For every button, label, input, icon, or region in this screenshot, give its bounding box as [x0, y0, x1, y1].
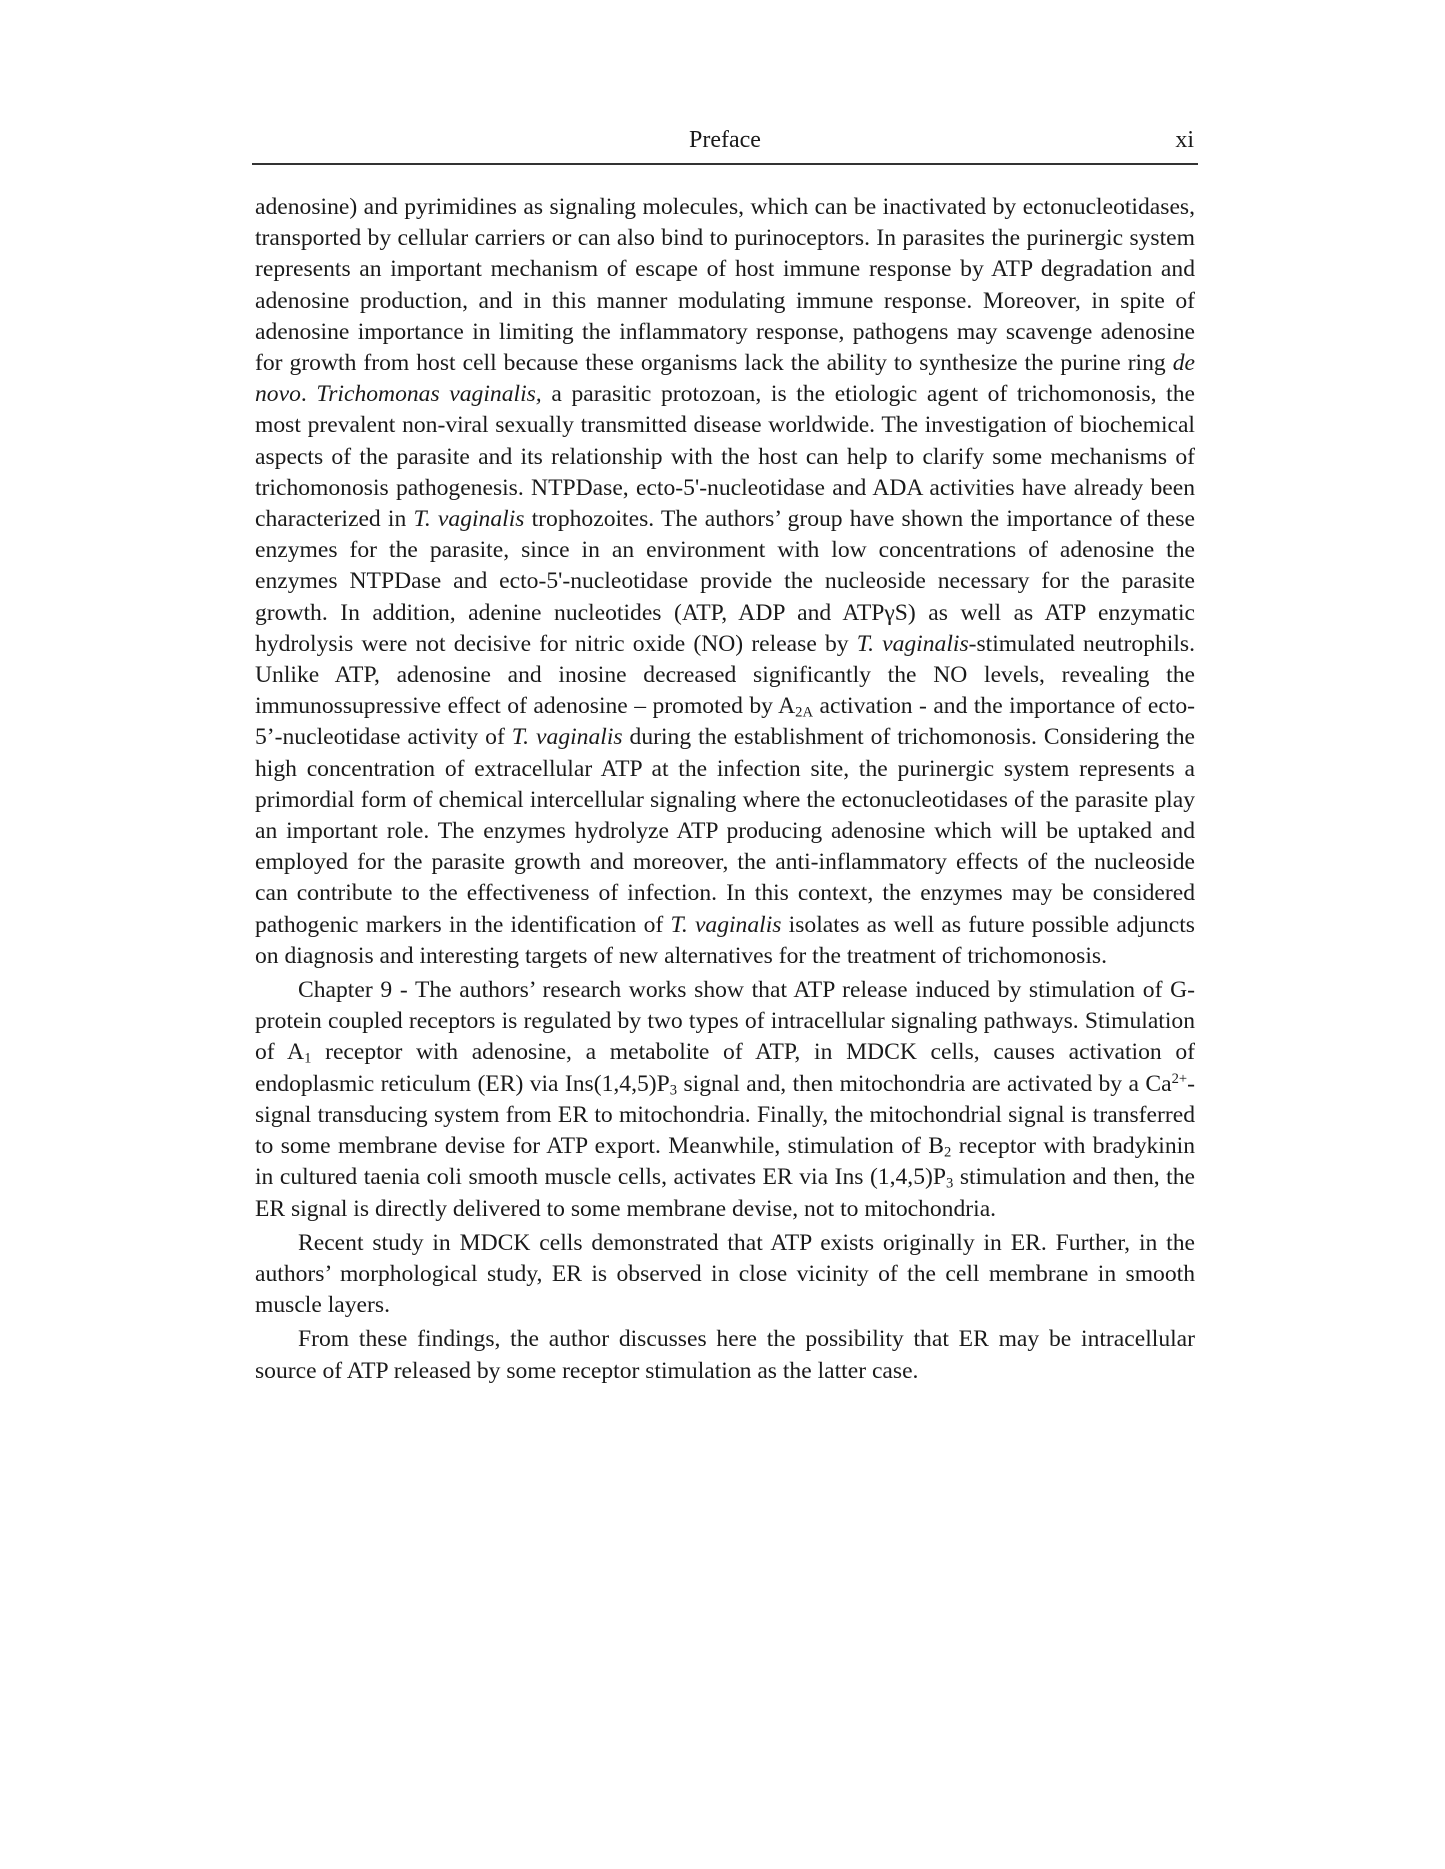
- italic-text: T. vaginalis: [670, 911, 782, 938]
- running-head: [252, 122, 1198, 158]
- superscript: 2+: [1171, 1070, 1188, 1087]
- running-head-title: Preface: [689, 127, 761, 153]
- italic-text: T. vaginalis: [511, 724, 623, 751]
- text-run: receptor with adenosine, a metabolite of ATP, in MDCK cells, causes activation of endoplasmic reticulum (ER) via Ins(1,4,5)P: [255, 1039, 1196, 1097]
- subscript: 3: [945, 1175, 954, 1192]
- paragraph-recent-study: [255, 1228, 1195, 1322]
- text-run: a parasitic protozoan, is the etiologic agent of trichomonosis, the most prevalent non-viral sexually transmitted disease worldwide. The investigation of biochemical aspects of the parasite and its relationship with the host can help to clarify some mechanisms of trichomonosis pathogenesis. NTPDase, ecto-5'-nucleotidase and ADA activities have already been characterized in: [255, 381, 1195, 533]
- italic-text: Trichomonas vaginalis,: [316, 381, 542, 408]
- text-run: stimulation and then, the ER signal is directly delivered to some membrane devise, not to mitochondria.: [255, 1164, 1195, 1222]
- subscript: 2: [944, 1144, 952, 1161]
- text-run: -stimulated neutrophils. Unlike ATP, adenosine and inosine decreased significantly the NO levels, revealing the immunossupressive effect of adenosine – promoted by A: [255, 630, 1195, 720]
- text-run: -signal transducing system from ER to mitochondria. Finally, the mitochondrial signal is transferred to some membrane devise for ATP export. Meanwhile, stimulation of B: [255, 1070, 1195, 1160]
- italic-text: T. vaginalis: [413, 506, 525, 533]
- paragraph-conclusion: [255, 1324, 1195, 1386]
- text-run: .: [300, 381, 317, 408]
- text-run: trophozoites. The authors’ group have shown the importance of these enzymes for the parasite, since in an environment with low concentrations of adenosine the enzymes NTPDase and ecto-5'-nucleotidase provide the nucleoside necessary for the parasite growth. In addition, adenine nucleotides (ATP, ADP and ATPγS) as well as ATP enzymatic hydrolysis were not decisive for nitric oxide (NO) release by: [255, 506, 1195, 657]
- italic-text: de novo: [255, 350, 1195, 408]
- paragraph-chapter-8-continued: [255, 192, 1195, 972]
- text-run: signal and, then mitochondria are activated by a Ca: [677, 1070, 1172, 1097]
- text-run: adenosine) and pyrimidines as signaling molecules, which can be inactivated by ectonucleotidases, transported by cellular carriers or can also bind to purinoceptors. In parasites the purinergic system represents an important mechanism of escape of host immune response by ATP degradation and adenosine production, and in this manner modulating immune response. Moreover, in spite of adenosine importance in limiting the inflammatory response, pathogens may scavenge adenosine for growth from host cell because these organisms lack the ability to synthesize the purine ring: [255, 194, 1195, 377]
- subscript: 3: [669, 1082, 678, 1099]
- text-run: receptor with bradykinin in cultured taenia coli smooth muscle cells, activates ER via Ins (1,4,5)P: [255, 1133, 1195, 1191]
- text-run: activation - and the importance of ecto-5’-nucleotidase activity of: [255, 693, 1195, 751]
- text-run: From these findings, the author discusses here the possibility that ER may be intracellular source of ATP released by some receptor stimulation as the latter case.: [255, 1326, 1195, 1384]
- text-run: Chapter 9 - The authors’ research works show that ATP release induced by stimulation of G-protein coupled receptors is regulated by two types of intracellular signaling pathways. Stimulation of A: [255, 977, 1195, 1066]
- text-run: Recent study in MDCK cells demonstrated that ATP exists originally in ER. Further, in the authors’ morphological study, ER is observed in close vicinity of the cell membrane in smooth muscle layers.: [255, 1229, 1195, 1319]
- italic-text: T. vaginalis: [856, 630, 969, 657]
- subscript: 1: [304, 1051, 312, 1068]
- header-rule: [252, 163, 1198, 165]
- text-run: isolates as well as future possible adjuncts on diagnosis and interesting targets of new alternatives for the treatment of trichomonosis.: [255, 911, 1195, 969]
- page-number: xi: [1175, 127, 1194, 153]
- subscript: 2A: [795, 704, 814, 721]
- body-text: [255, 192, 1195, 1387]
- paragraph-chapter-9-summary: [255, 975, 1195, 1225]
- text-run: during the establishment of trichomonosis. Considering the high concentration of extracellular ATP at the infection site, the purinergic system represents a primordial form of chemical intercellular signaling where the ectonucleotidases of the parasite play an important role. The enzymes hydrolyze ATP producing adenosine which will be uptaked and employed for the parasite growth and moreover, the anti-inflammatory effects of the nucleoside can contribute to the effectiveness of infection. In this context, the enzymes may be considered pathogenic markers in the identification of: [255, 724, 1195, 938]
